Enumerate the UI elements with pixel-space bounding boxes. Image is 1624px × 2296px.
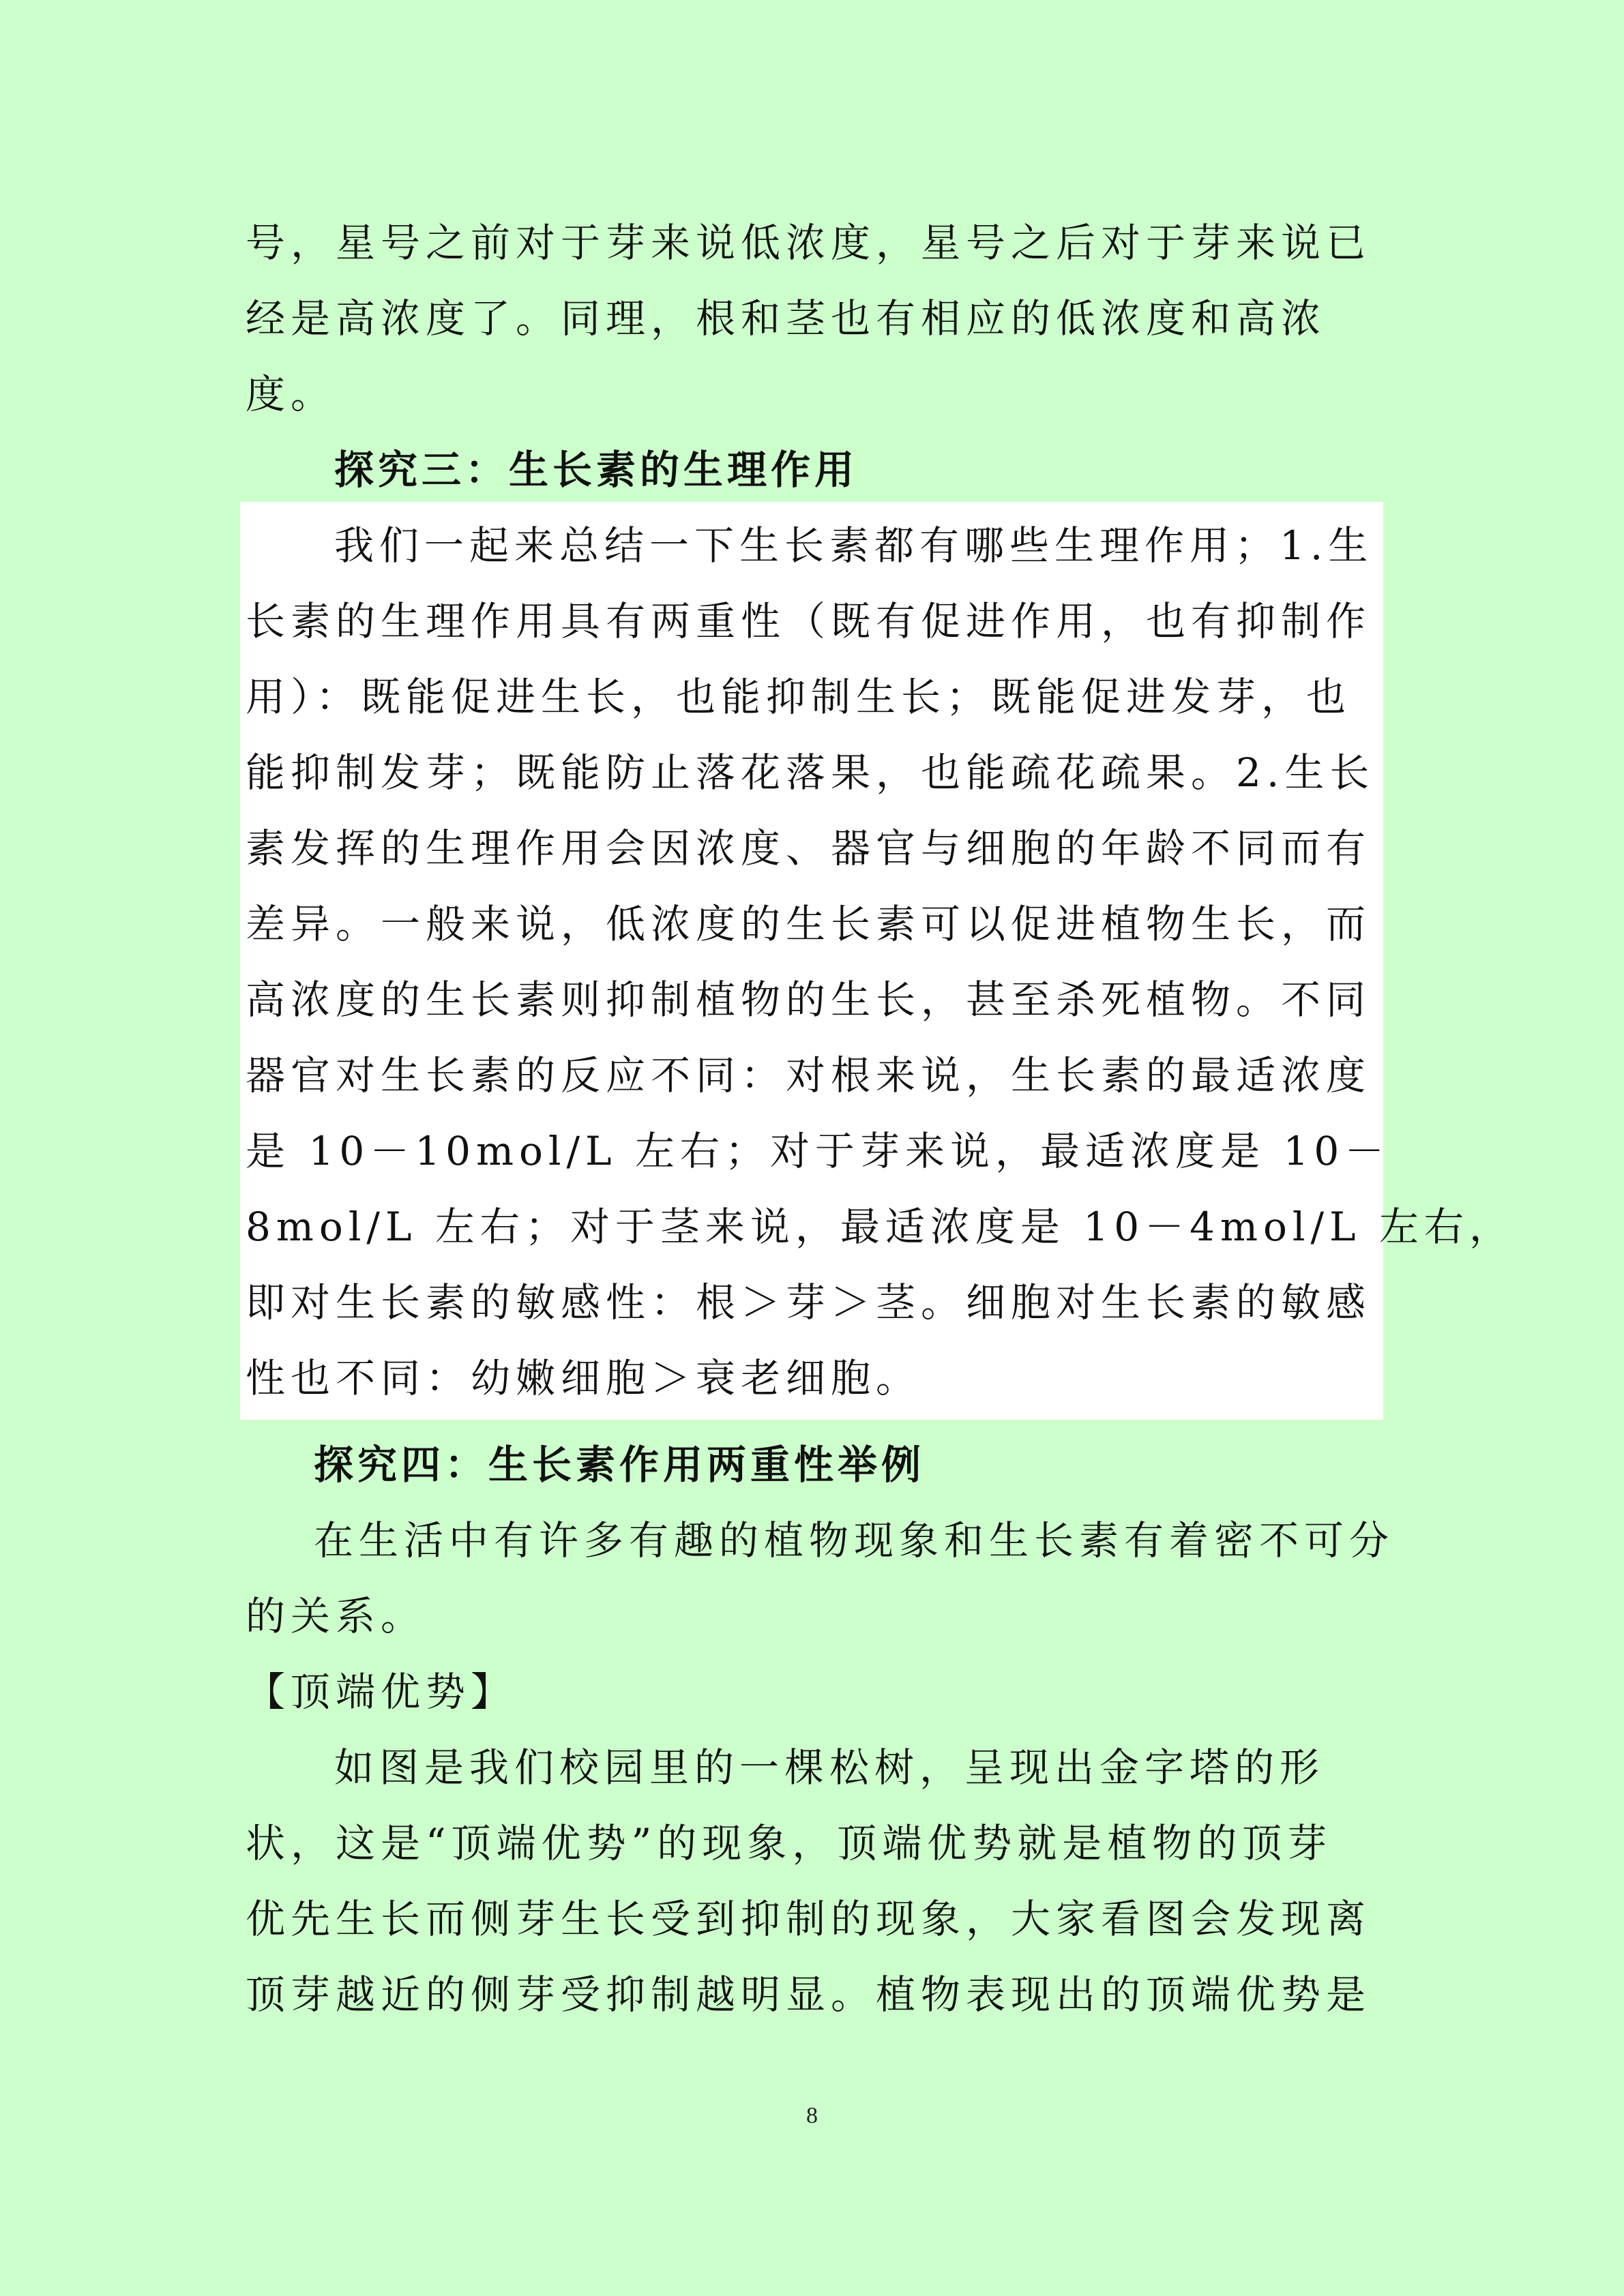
paragraph-line: 状，这是“顶端优势”的现象，顶端优势就是植物的顶芽: [246, 1820, 1333, 1866]
section-heading-4: 探究四：生长素作用两重性举例: [314, 1442, 926, 1488]
paragraph-line: 顶芽越近的侧芽受抑制越明显。植物表现出的顶端优势是: [246, 1971, 1372, 2018]
paragraph-line: 度。: [246, 371, 336, 417]
section-label: 【顶端优势】: [246, 1669, 516, 1715]
paragraph-line: 如图是我们校园里的一棵松树，呈现出金字塔的形: [334, 1744, 1325, 1791]
paragraph-line: 能抑制发芽；既能防止落花落果，也能疏花疏果。2.生长: [246, 749, 1375, 796]
paragraph-line: 我们一起来总结一下生长素都有哪些生理作用；1.生: [334, 522, 1374, 569]
paragraph-line: 的关系。: [246, 1593, 426, 1639]
paragraph-line: 8mol/L 左右；对于茎来说，最适浓度是 10－4mol/L 左右，: [246, 1204, 1514, 1250]
paragraph-line: 是 10－10mol/L 左右；对于芽来说，最适浓度是 10－: [246, 1128, 1390, 1174]
paragraph-line: 器官对生长素的反应不同：对根来说，生长素的最适浓度: [246, 1052, 1372, 1099]
paragraph-line: 用）：既能促进生长，也能抑制生长；既能促进发芽，也: [246, 674, 1352, 720]
paragraph-line: 优先生长而侧芽生长受到抑制的现象，大家看图会发现离: [246, 1896, 1372, 1942]
paragraph-line: 在生活中有许多有趣的植物现象和生长素有着密不可分: [314, 1517, 1395, 1564]
paragraph-line: 经是高浓度了。同理，根和茎也有相应的低浓度和高浓: [246, 295, 1327, 342]
paragraph-line: 号，星号之前对于芽来说低浓度，星号之后对于芽来说已: [246, 220, 1372, 266]
paragraph-line: 差异。一般来说，低浓度的生长素可以促进植物生长，而: [246, 901, 1372, 947]
paragraph-line: 即对生长素的敏感性：根＞芽＞茎。细胞对生长素的敏感: [246, 1279, 1372, 1326]
paragraph-line: 性也不同：幼嫩细胞＞衰老细胞。: [246, 1355, 921, 1401]
paragraph-line: 长素的生理作用具有两重性（既有促进作用，也有抑制作: [246, 598, 1372, 644]
section-heading-3: 探究三：生长素的生理作用: [334, 447, 859, 493]
page-number: 8: [806, 2103, 818, 2128]
paragraph-line: 素发挥的生理作用会因浓度、器官与细胞的年龄不同而有: [246, 825, 1372, 871]
paragraph-line: 高浓度的生长素则抑制植物的生长，甚至杀死植物。不同: [246, 976, 1372, 1023]
